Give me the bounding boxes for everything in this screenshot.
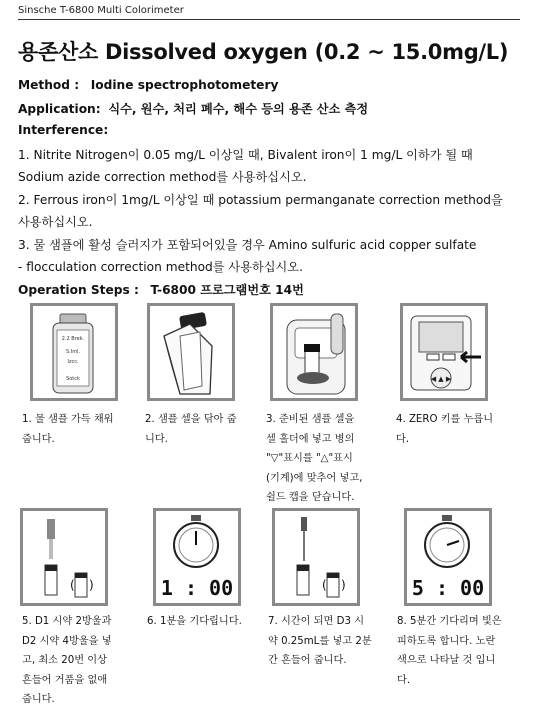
step-5-caption: 5. D1 시약 2방울과 D2 시약 4방울을 넣 고, 최소 20번 이상 흔들어 거품을 없애 줍니다. bbox=[22, 616, 112, 705]
timer-1-text: 1 : 00 bbox=[160, 576, 234, 600]
method-row bbox=[18, 78, 278, 92]
application-label: Application: bbox=[18, 102, 101, 116]
bottle-label-text: S.Iml. bbox=[65, 349, 81, 355]
interference-line: 2. Ferrous iron이 1mg/L 이상일 때 potassium permanganate correction method을 bbox=[18, 193, 503, 207]
step-6-image bbox=[153, 508, 241, 606]
step-7-caption: 7. 시간이 되면 D3 시 약 0.25mL를 넣고 2분 간 흔들어 줍니다. bbox=[268, 616, 372, 666]
application-row bbox=[18, 100, 368, 117]
step-2-caption: 2. 샘플 셀을 닦아 줍 니다. bbox=[145, 414, 237, 445]
step-2-image bbox=[147, 303, 235, 401]
bottle-label-text: Sotck bbox=[66, 376, 80, 382]
method-value: Iodine spectrophotometery bbox=[90, 78, 279, 92]
interference-line: Sodium azide correction method를 사용하십시오. bbox=[18, 170, 307, 184]
document-header: Sinsche T-6800 Multi Colorimeter bbox=[18, 2, 520, 20]
interference-line: 사용하십시오. bbox=[18, 215, 93, 229]
page-title: 용존산소 Dissolved oxygen (0.2 ~ 15.0mg/L) bbox=[18, 40, 509, 64]
interference-label: Interference: bbox=[18, 123, 109, 137]
svg-text:(: ( bbox=[322, 578, 327, 592]
bottle-label-text: Izcc. bbox=[67, 359, 79, 365]
step-8-image bbox=[404, 508, 492, 606]
operation-label: Operation Steps : bbox=[18, 283, 139, 297]
step-6-caption: 6. 1분을 기다립니다. bbox=[147, 616, 242, 627]
operation-row bbox=[18, 281, 304, 298]
step-3-caption: 3. 준비된 샘플 셀을 셀 홀더에 넣고 병의 "▽"표시를 "△"표시 (기계)에 맞추어 넣고, 쉴드 캡을 닫습니다. bbox=[266, 414, 363, 503]
step-4-caption: 4. ZERO 키를 누릅니 다. bbox=[396, 414, 494, 445]
bottle-label-text: 2.2 Brek. bbox=[61, 336, 85, 342]
operation-value: T-6800 프로그램번호 14번 bbox=[150, 283, 304, 297]
method-label: Method : bbox=[18, 78, 80, 92]
svg-text:): ) bbox=[89, 578, 94, 592]
step-7-image bbox=[272, 508, 360, 606]
timer-2-text: 5 : 00 bbox=[411, 576, 485, 600]
svg-text:(: ( bbox=[70, 578, 75, 592]
interference-line: 3. 물 샘플에 활성 슬러지가 포함되어있을 경우 Amino sulfuric acid copper sulfate bbox=[18, 238, 477, 252]
application-value: 식수, 원수, 처리 폐수, 해수 등의 용존 산소 측정 bbox=[108, 102, 369, 116]
step-8-caption: 8. 5분간 기다리며 빛은 피하도록 합니다. 노란 색으로 나타날 것 입니 다. bbox=[397, 616, 502, 686]
step-3-image bbox=[270, 303, 358, 401]
step-4-image bbox=[400, 303, 488, 401]
step-5-image bbox=[20, 508, 108, 606]
keypad-symbol: ◀ ▲ ▶ bbox=[430, 375, 452, 383]
step-1-caption: 1. 물 샘플 가득 채워 줍니다. bbox=[22, 414, 114, 445]
interference-line: 1. Nitrite Nitrogen이 0.05 mg/L 이상일 때, Bivalent iron이 1 mg/L 이하가 될 때 bbox=[18, 148, 473, 162]
step-1-image bbox=[30, 303, 118, 401]
svg-text:): ) bbox=[341, 578, 346, 592]
interference-line: - flocculation correction method를 사용하십시오. bbox=[18, 260, 303, 274]
